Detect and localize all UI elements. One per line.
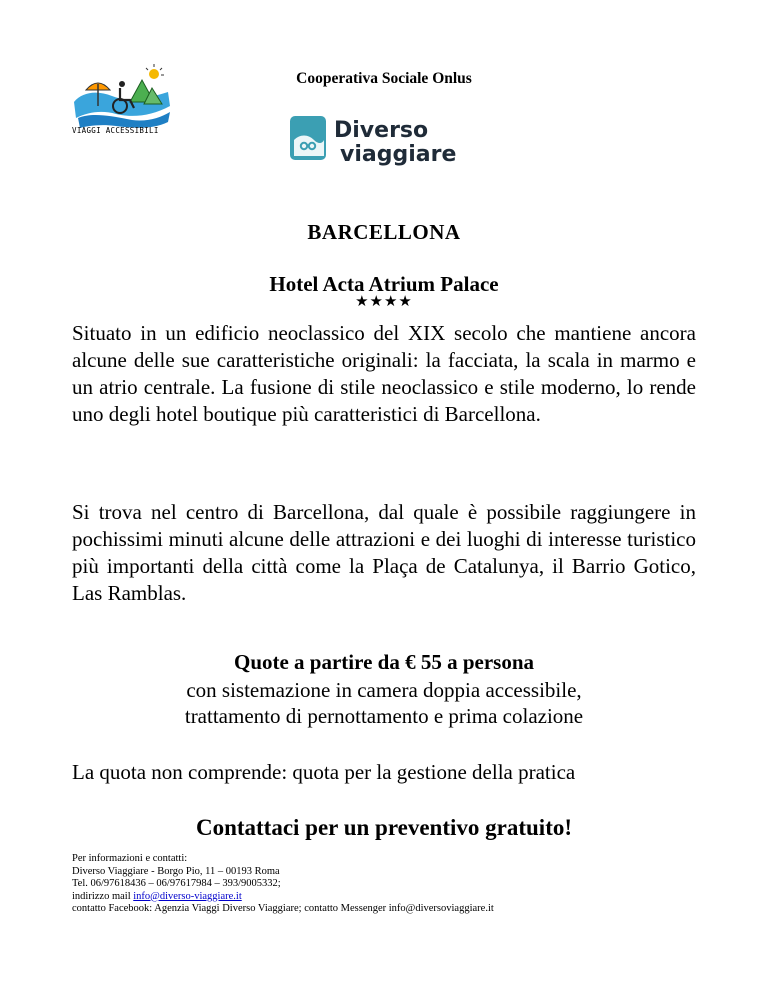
footer-phones: Tel. 06/97618436 – 06/97617984 – 393/9005332; [72,878,281,889]
brand-line2: viaggiare [340,142,457,167]
footer-social: contatto Facebook: Agenzia Viaggi Diverso Viaggiare; contatto Messenger info@diversoviaggiare.it [72,903,494,914]
star-rating: ★★★★ [355,292,413,310]
brand-line1: Diverso [334,118,429,143]
price-exclusion: La quota non comprende: quota per la gestione della pratica [72,760,576,784]
hotel-location: Si trova nel centro di Barcellona, dal quale è possibile raggiungere in pochissimi minuti alcune delle attrazioni e dei luoghi di interesse turistico più importanti della città come la Plaça de Catalunya, il Barrio Gotico, Las Ramblas. [72,500,696,605]
hotel-description: Situato in un edificio neoclassico del XIX secolo che mantiene ancora alcune delle sue caratteristiche originali: la facciata, la scala in marmo e un atrio centrale. La fusione di stile neoclassico e stile moderno, lo rende uno degli hotel boutique più caratteristici di Barcellona. [72,321,696,426]
footer-heading: Per informazioni e contatti: [72,853,188,864]
price-headline: Quote a partire da € 55 a persona [233,650,535,674]
hotel-name: Hotel Acta Atrium Palace [269,272,499,296]
footer-mail [72,891,712,904]
room-details: con sistemazione in camera doppia accessibile, [186,678,582,702]
diverso-viaggiare-logo [288,110,468,170]
organization-title: Cooperativa Sociale Onlus [296,70,472,87]
contact-footer [72,853,712,916]
logo-caption: VIAGGI ACCESSIBILI [72,126,159,135]
board-details: trattamento di pernottamento e prima colazione [184,704,584,728]
email-link[interactable]: info@diverso-viaggiare.it [133,890,242,902]
footer-mail-label: indirizzo mail [72,890,134,902]
destination-city: BARCELLONA [307,220,461,244]
call-to-action: Contattaci per un preventivo gratuito! [195,815,573,840]
footer-address: Diverso Viaggiare - Borgo Pio, 11 – 00193 Roma [72,865,280,877]
